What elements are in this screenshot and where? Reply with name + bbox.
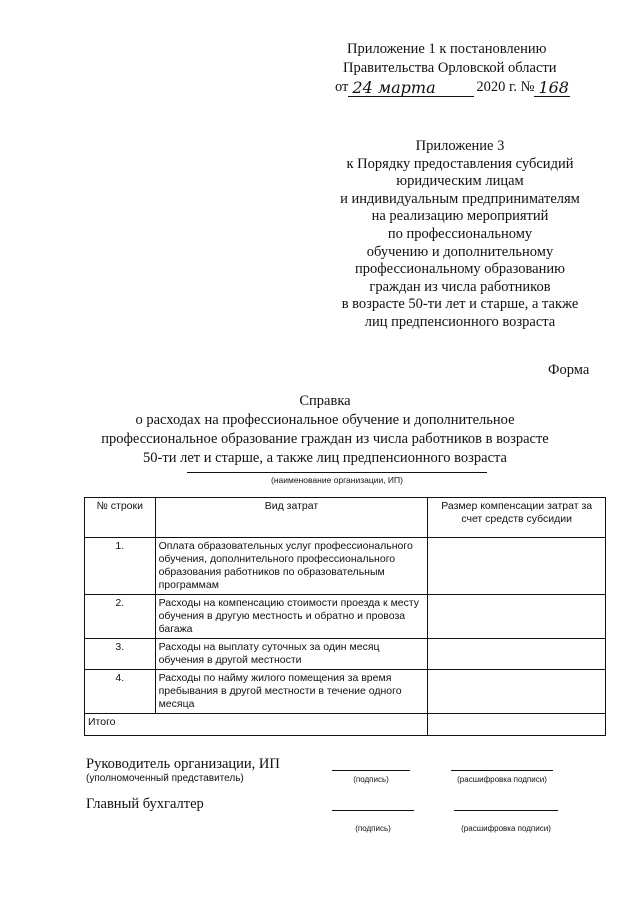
appendix-3-line: юридическим лицам [396,173,524,190]
appendix-3-line: лиц предпенсионного возраста [364,313,556,330]
resolution-header [335,40,585,97]
table-row [85,639,606,670]
appendix-3-line: профессиональному образованию [355,261,565,278]
expenses-table [84,497,606,736]
compensation-amount-cell[interactable] [428,670,606,714]
appendix-3-line: к Порядку предоставления субсидий [346,155,574,172]
header-row-number: № строки [85,498,156,538]
handwritten-date: 24 марта [348,80,474,97]
compensation-amount-cell[interactable] [428,538,606,595]
header-line-1: Приложение 1 к постановлению [347,41,547,57]
year-label: 2020 г. № [476,79,535,95]
row-number: 4. [85,670,156,714]
appendix-3-line: и индивидуальным предпринимателям [340,190,580,207]
accountant-decode-line[interactable] [454,810,558,811]
expense-type: Расходы на компенсацию стоимости проезда к месту обучения в другую местность и обратно и провоза багажа [155,595,428,639]
total-amount-cell[interactable] [428,714,606,736]
table-total-row [85,714,606,736]
row-number: 1. [85,538,156,595]
expense-type: Расходы на выплату суточных за один месяц обучения в другой местности [155,639,428,670]
title-line: 50-ти лет и старше, а также лиц предпенсионного возраста [143,450,507,466]
compensation-amount-cell[interactable] [428,595,606,639]
handwritten-number: 168 [534,80,570,97]
header-date-line [335,78,585,97]
head-signature-sublabel: (уполномоченный представитель) [86,773,244,784]
title-line: о расходах на профессиональное обучение и дополнительное [135,412,515,428]
accountant-signature-line[interactable] [332,810,414,811]
expense-type: Расходы по найму жилого помещения за время пребывания в другой местности в течение одного месяца [155,670,428,714]
table-row [85,670,606,714]
organization-name-caption: (наименование организации, ИП) [271,475,403,485]
form-label: Форма [548,362,590,378]
accountant-signature-label: Главный бухгалтер [86,796,204,812]
header-expense-type: Вид затрат [155,498,428,538]
appendix-3-block [330,138,590,332]
total-label: Итого [85,714,428,736]
appendix-3-title: Приложение 3 [415,138,505,154]
appendix-3-line: в возрасте 50-ти лет и старше, а также [341,296,579,313]
organization-name-line[interactable] [187,472,487,473]
appendix-3-line: граждан из числа работников [369,278,551,295]
document-title [90,392,560,468]
appendix-3-line: по профессиональному [387,225,533,242]
table-header-row [85,498,606,538]
head-signature-label: Руководитель организации, ИП [86,756,280,772]
head-signature-line[interactable] [332,770,410,771]
table-row [85,595,606,639]
title-line: профессиональное образование граждан из числа работников в возрасте [101,431,549,447]
head-signature-caption: (подпись) [353,775,389,784]
date-prefix: от [335,79,349,95]
title-line: Справка [299,393,351,409]
header-line-2: Правительства Орловской области [343,60,557,76]
row-number: 3. [85,639,156,670]
compensation-amount-cell[interactable] [428,639,606,670]
accountant-signature-caption: (подпись) [355,824,391,833]
head-decode-line[interactable] [451,770,553,771]
appendix-3-line: на реализацию мероприятий [371,208,549,225]
header-compensation-amount: Размер компенсации затрат за счет средств субсидии [428,498,606,538]
expense-type: Оплата образовательных услуг профессионального обучения, дополнительного профессионального образования работников по образовательным программам [155,538,428,595]
head-decode-caption: (расшифровка подписи) [457,775,547,784]
row-number: 2. [85,595,156,639]
accountant-decode-caption: (расшифровка подписи) [461,824,551,833]
appendix-3-line: обучению и дополнительному [366,243,554,260]
table-row [85,538,606,595]
